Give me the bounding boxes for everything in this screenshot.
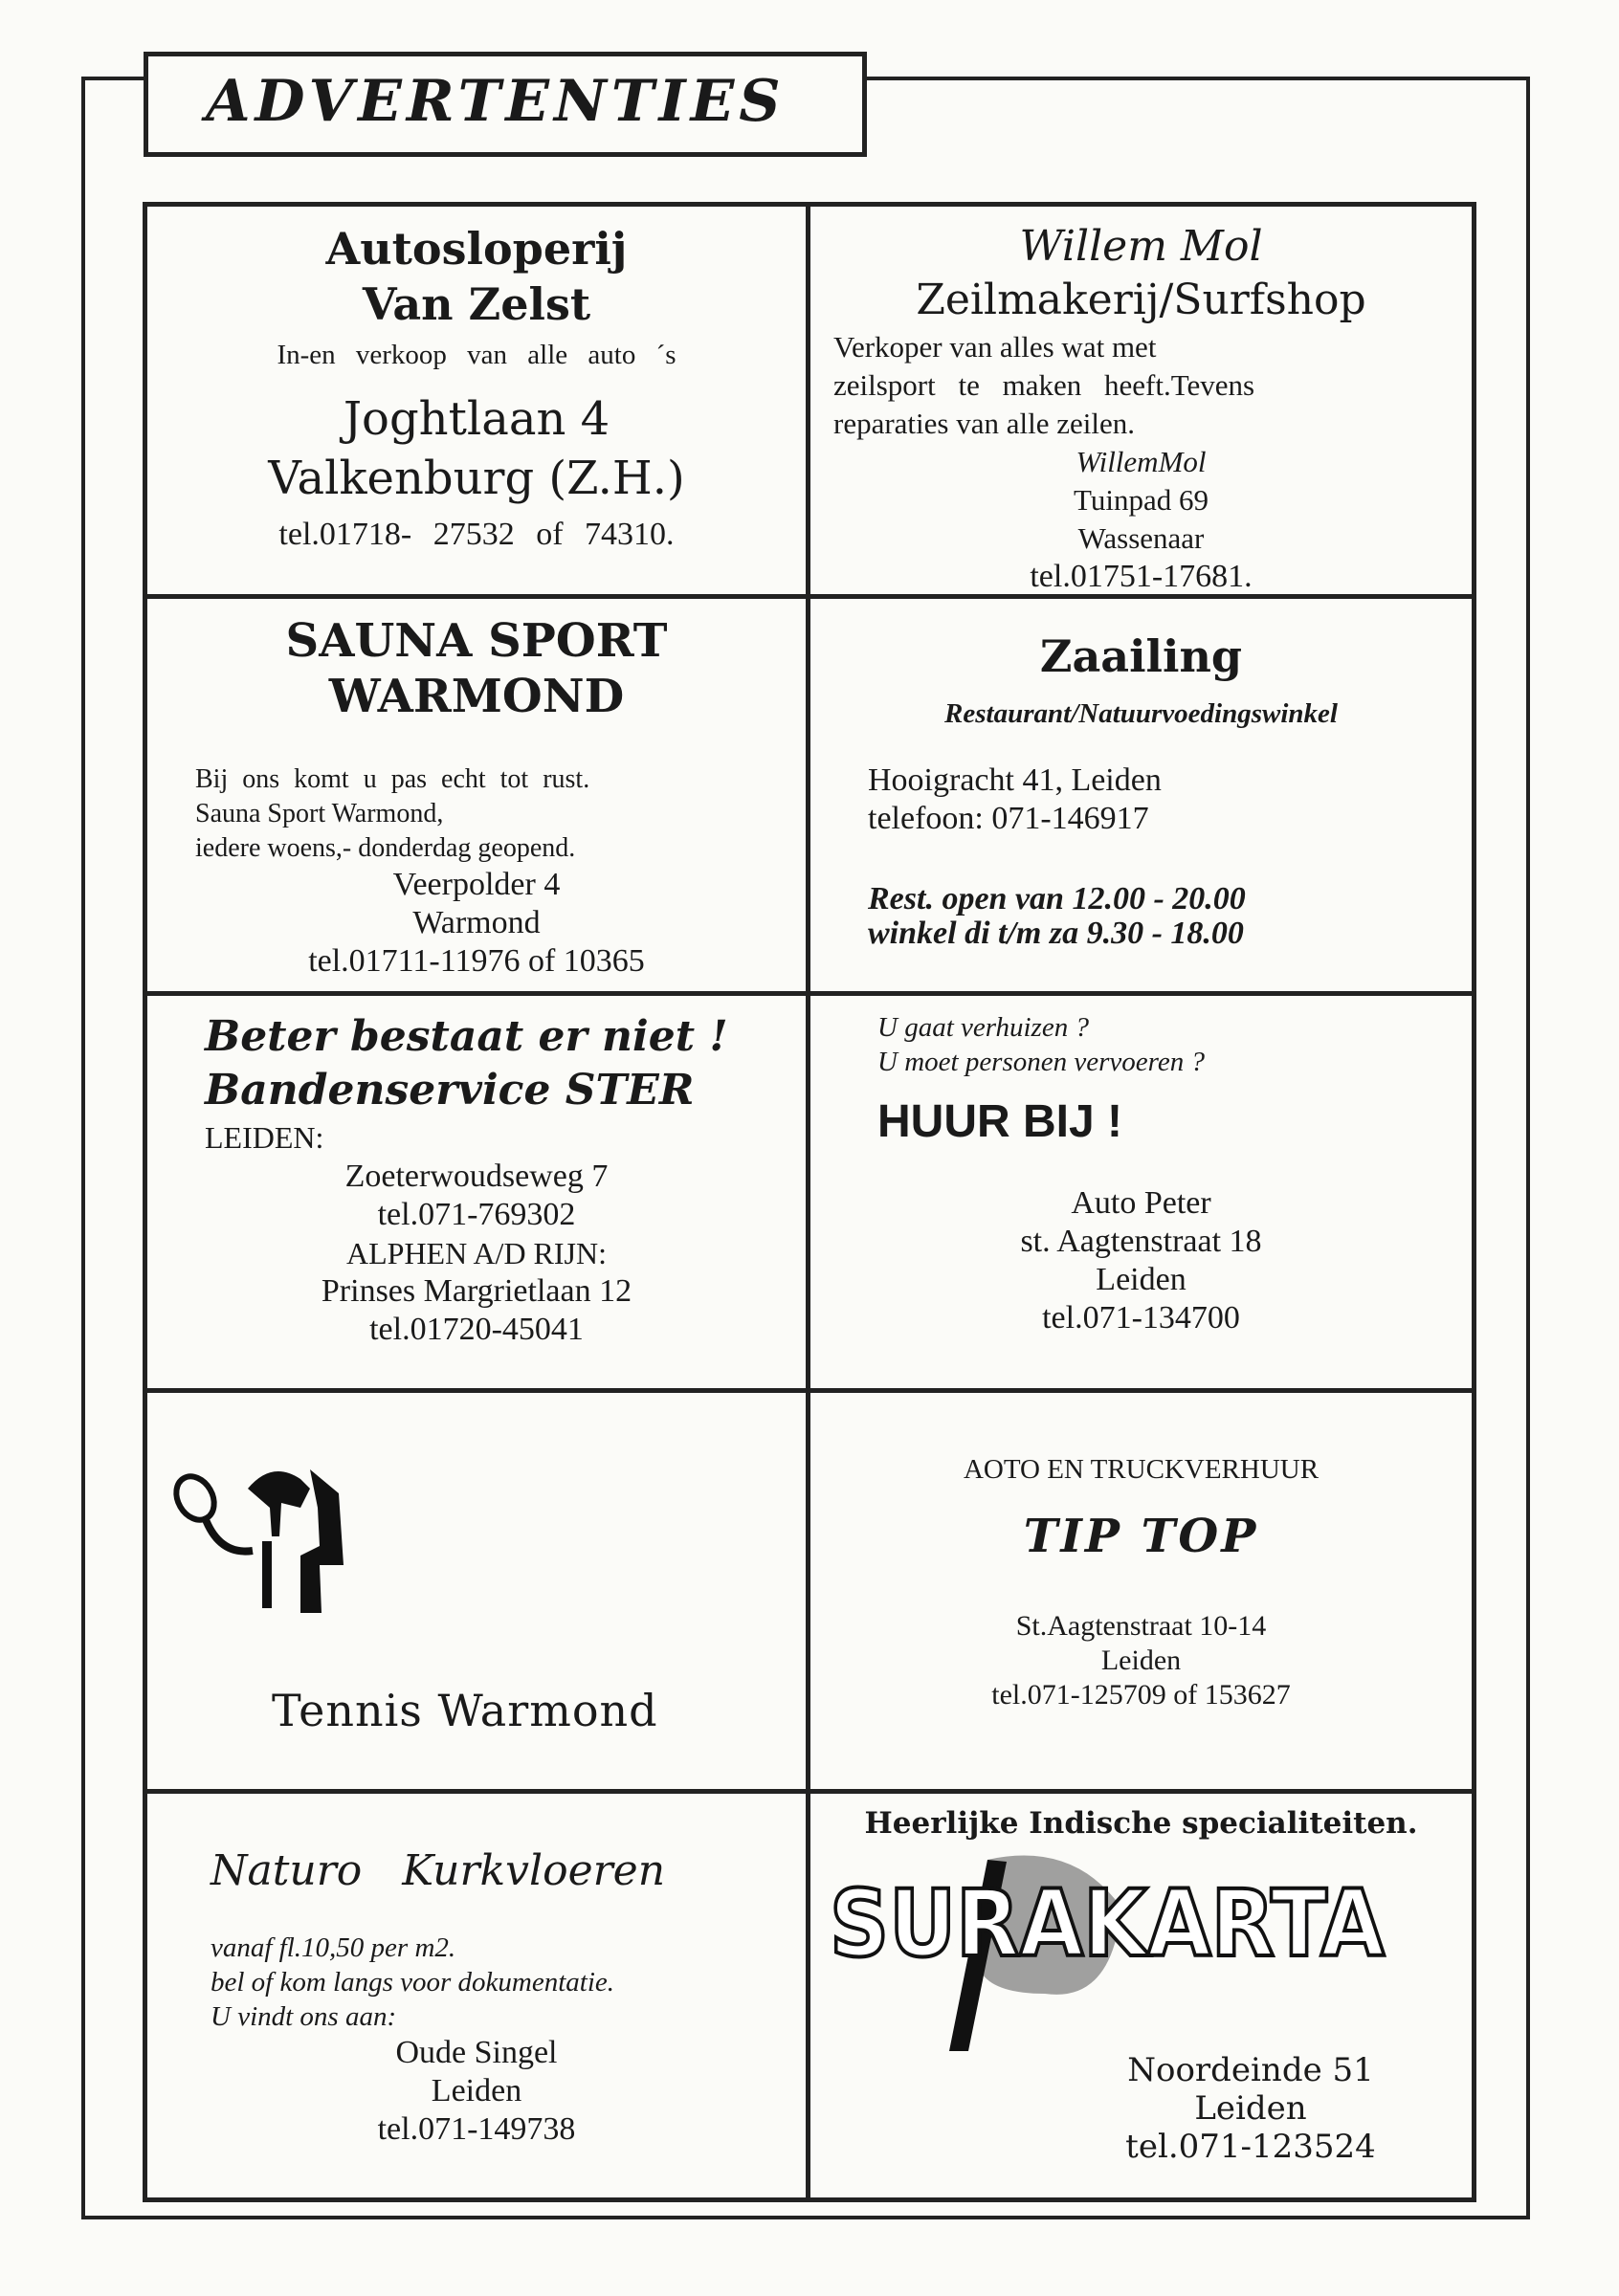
ad-tiptop bbox=[810, 1450, 1472, 1789]
ad-description: Bij ons komt u pas echt tot rust. bbox=[195, 764, 590, 794]
ad-name: Van Zelst bbox=[362, 278, 591, 330]
ad-auto-peter bbox=[810, 1010, 1472, 1388]
surakarta-logo bbox=[825, 1850, 1399, 2061]
ad-address: Joghtlaan 4 bbox=[343, 392, 610, 446]
ad-description: vanaf fl.10,50 per m2. bbox=[211, 1932, 456, 1963]
ad-address: Zoeterwoudseweg 7 bbox=[344, 1159, 609, 1194]
ad-description: U vindt ons aan: bbox=[211, 2001, 397, 2032]
ad-willem-mol bbox=[810, 221, 1472, 594]
ad-zaailing bbox=[810, 628, 1472, 991]
ad-city: Warmond bbox=[412, 905, 541, 940]
row-divider bbox=[147, 991, 1472, 996]
ad-description: bel of kom langs voor dokumentatie. bbox=[211, 1967, 615, 1998]
ad-slogan: Beter bestaat er niet ! bbox=[205, 1012, 728, 1061]
ad-grid bbox=[143, 202, 1476, 2202]
ad-tagline: Heerlijke Indische specialiteiten. bbox=[864, 1806, 1418, 1841]
ad-description: Verkoper van alles wat met bbox=[833, 330, 1157, 364]
ad-name: SAUNA SPORT bbox=[285, 614, 668, 668]
ad-phone: tel.071-134700 bbox=[1042, 1300, 1240, 1336]
ad-surakarta bbox=[810, 1802, 1472, 2197]
ad-name: Zeilmakerij/Surfshop bbox=[916, 276, 1366, 324]
ad-phone: tel.01751-17681. bbox=[1030, 559, 1253, 594]
ad-description: reparaties van alle zeilen. bbox=[833, 407, 1135, 440]
ad-phone: telefoon: 071-146917 bbox=[868, 801, 1149, 836]
ad-subtitle: Restaurant/Natuurvoedingswinkel bbox=[944, 698, 1338, 729]
ad-hours: winkel di t/m za 9.30 - 18.00 bbox=[868, 916, 1244, 951]
ad-naturo-kurkvloeren bbox=[147, 1833, 806, 2197]
ad-address: St.Aagtenstraat 10-14 bbox=[1015, 1610, 1267, 1642]
row-divider bbox=[147, 1789, 1472, 1794]
ad-city: Leiden bbox=[1100, 1645, 1182, 1676]
ad-heading: AOTO EN TRUCKVERHUUR bbox=[963, 1454, 1320, 1485]
ad-name: Naturo Kurkvloeren bbox=[211, 1846, 666, 1895]
ad-address: Veerpolder 4 bbox=[392, 867, 561, 902]
ad-van-zelst bbox=[147, 221, 806, 594]
ad-description: iedere woens,- donderdag geopend. bbox=[195, 833, 576, 863]
ad-city: Leiden bbox=[431, 2073, 522, 2108]
ad-phone: tel.01711-11976 of 10365 bbox=[308, 943, 645, 979]
ad-city: Valkenburg (Z.H.) bbox=[268, 452, 685, 505]
ad-description: Sauna Sport Warmond, bbox=[195, 799, 444, 828]
ad-address: Oude Singel bbox=[395, 2035, 558, 2070]
ad-address: Hooigracht 41, Leiden bbox=[868, 762, 1162, 798]
ad-city: Wassenaar bbox=[1077, 521, 1205, 555]
ad-phone: tel.01718- 27532 of 74310. bbox=[278, 517, 675, 552]
ad-location: ALPHEN A/D RIJN: bbox=[345, 1236, 607, 1270]
ad-sauna-sport bbox=[147, 613, 806, 991]
ad-location: LEIDEN: bbox=[205, 1120, 324, 1155]
ad-name: Auto Peter bbox=[1071, 1185, 1211, 1221]
ad-phone: tel.071-125709 of 153627 bbox=[991, 1679, 1291, 1711]
ad-headline: HUUR BIJ ! bbox=[877, 1096, 1123, 1147]
ad-bandenservice-ster bbox=[147, 1010, 806, 1388]
ad-address: st. Aagtenstraat 18 bbox=[1020, 1224, 1262, 1259]
ad-contact: WillemMol bbox=[1076, 445, 1207, 478]
title-box bbox=[144, 52, 867, 157]
ad-address: Noordeinde 51 bbox=[1127, 2051, 1374, 2089]
ad-address: Tuinpad 69 bbox=[1074, 483, 1209, 517]
tennis-logo-icon bbox=[166, 1450, 358, 1623]
ad-name: WARMOND bbox=[328, 670, 625, 723]
ad-name: Willem Mol bbox=[1019, 222, 1263, 271]
page-title: ADVERTENTIES bbox=[206, 68, 786, 135]
ad-phone: tel.01720-45041 bbox=[369, 1312, 584, 1347]
ad-phone: tel.071-149738 bbox=[377, 2111, 576, 2147]
ad-hours: Rest. open van 12.00 - 20.00 bbox=[868, 881, 1246, 916]
ad-name: Autosloperij bbox=[325, 223, 628, 275]
ad-name: Zaailing bbox=[1039, 630, 1243, 682]
ad-address: Prinses Margrietlaan 12 bbox=[321, 1273, 632, 1309]
ad-name: Tennis Warmond bbox=[272, 1685, 658, 1736]
ad-name: Bandenservice STER bbox=[205, 1066, 695, 1115]
surakarta-logo-text: SURAKARTA bbox=[830, 1870, 1385, 1977]
ad-city: Leiden bbox=[1096, 1262, 1187, 1297]
ad-tagline: In-en verkoop van alle auto ´s bbox=[277, 340, 676, 370]
ad-phone: tel.071-123524 bbox=[1125, 2128, 1376, 2166]
ad-description: zeilsport te maken heeft.Tevens bbox=[833, 368, 1255, 402]
ad-question: U moet personen vervoeren ? bbox=[877, 1047, 1205, 1077]
ad-name: TIP TOP bbox=[1023, 1510, 1259, 1563]
ad-city: Leiden bbox=[1194, 2089, 1307, 2128]
ad-tennis-warmond bbox=[147, 1393, 806, 1789]
ad-phone: tel.071-769302 bbox=[377, 1197, 576, 1232]
ad-question: U gaat verhuizen ? bbox=[877, 1012, 1089, 1043]
